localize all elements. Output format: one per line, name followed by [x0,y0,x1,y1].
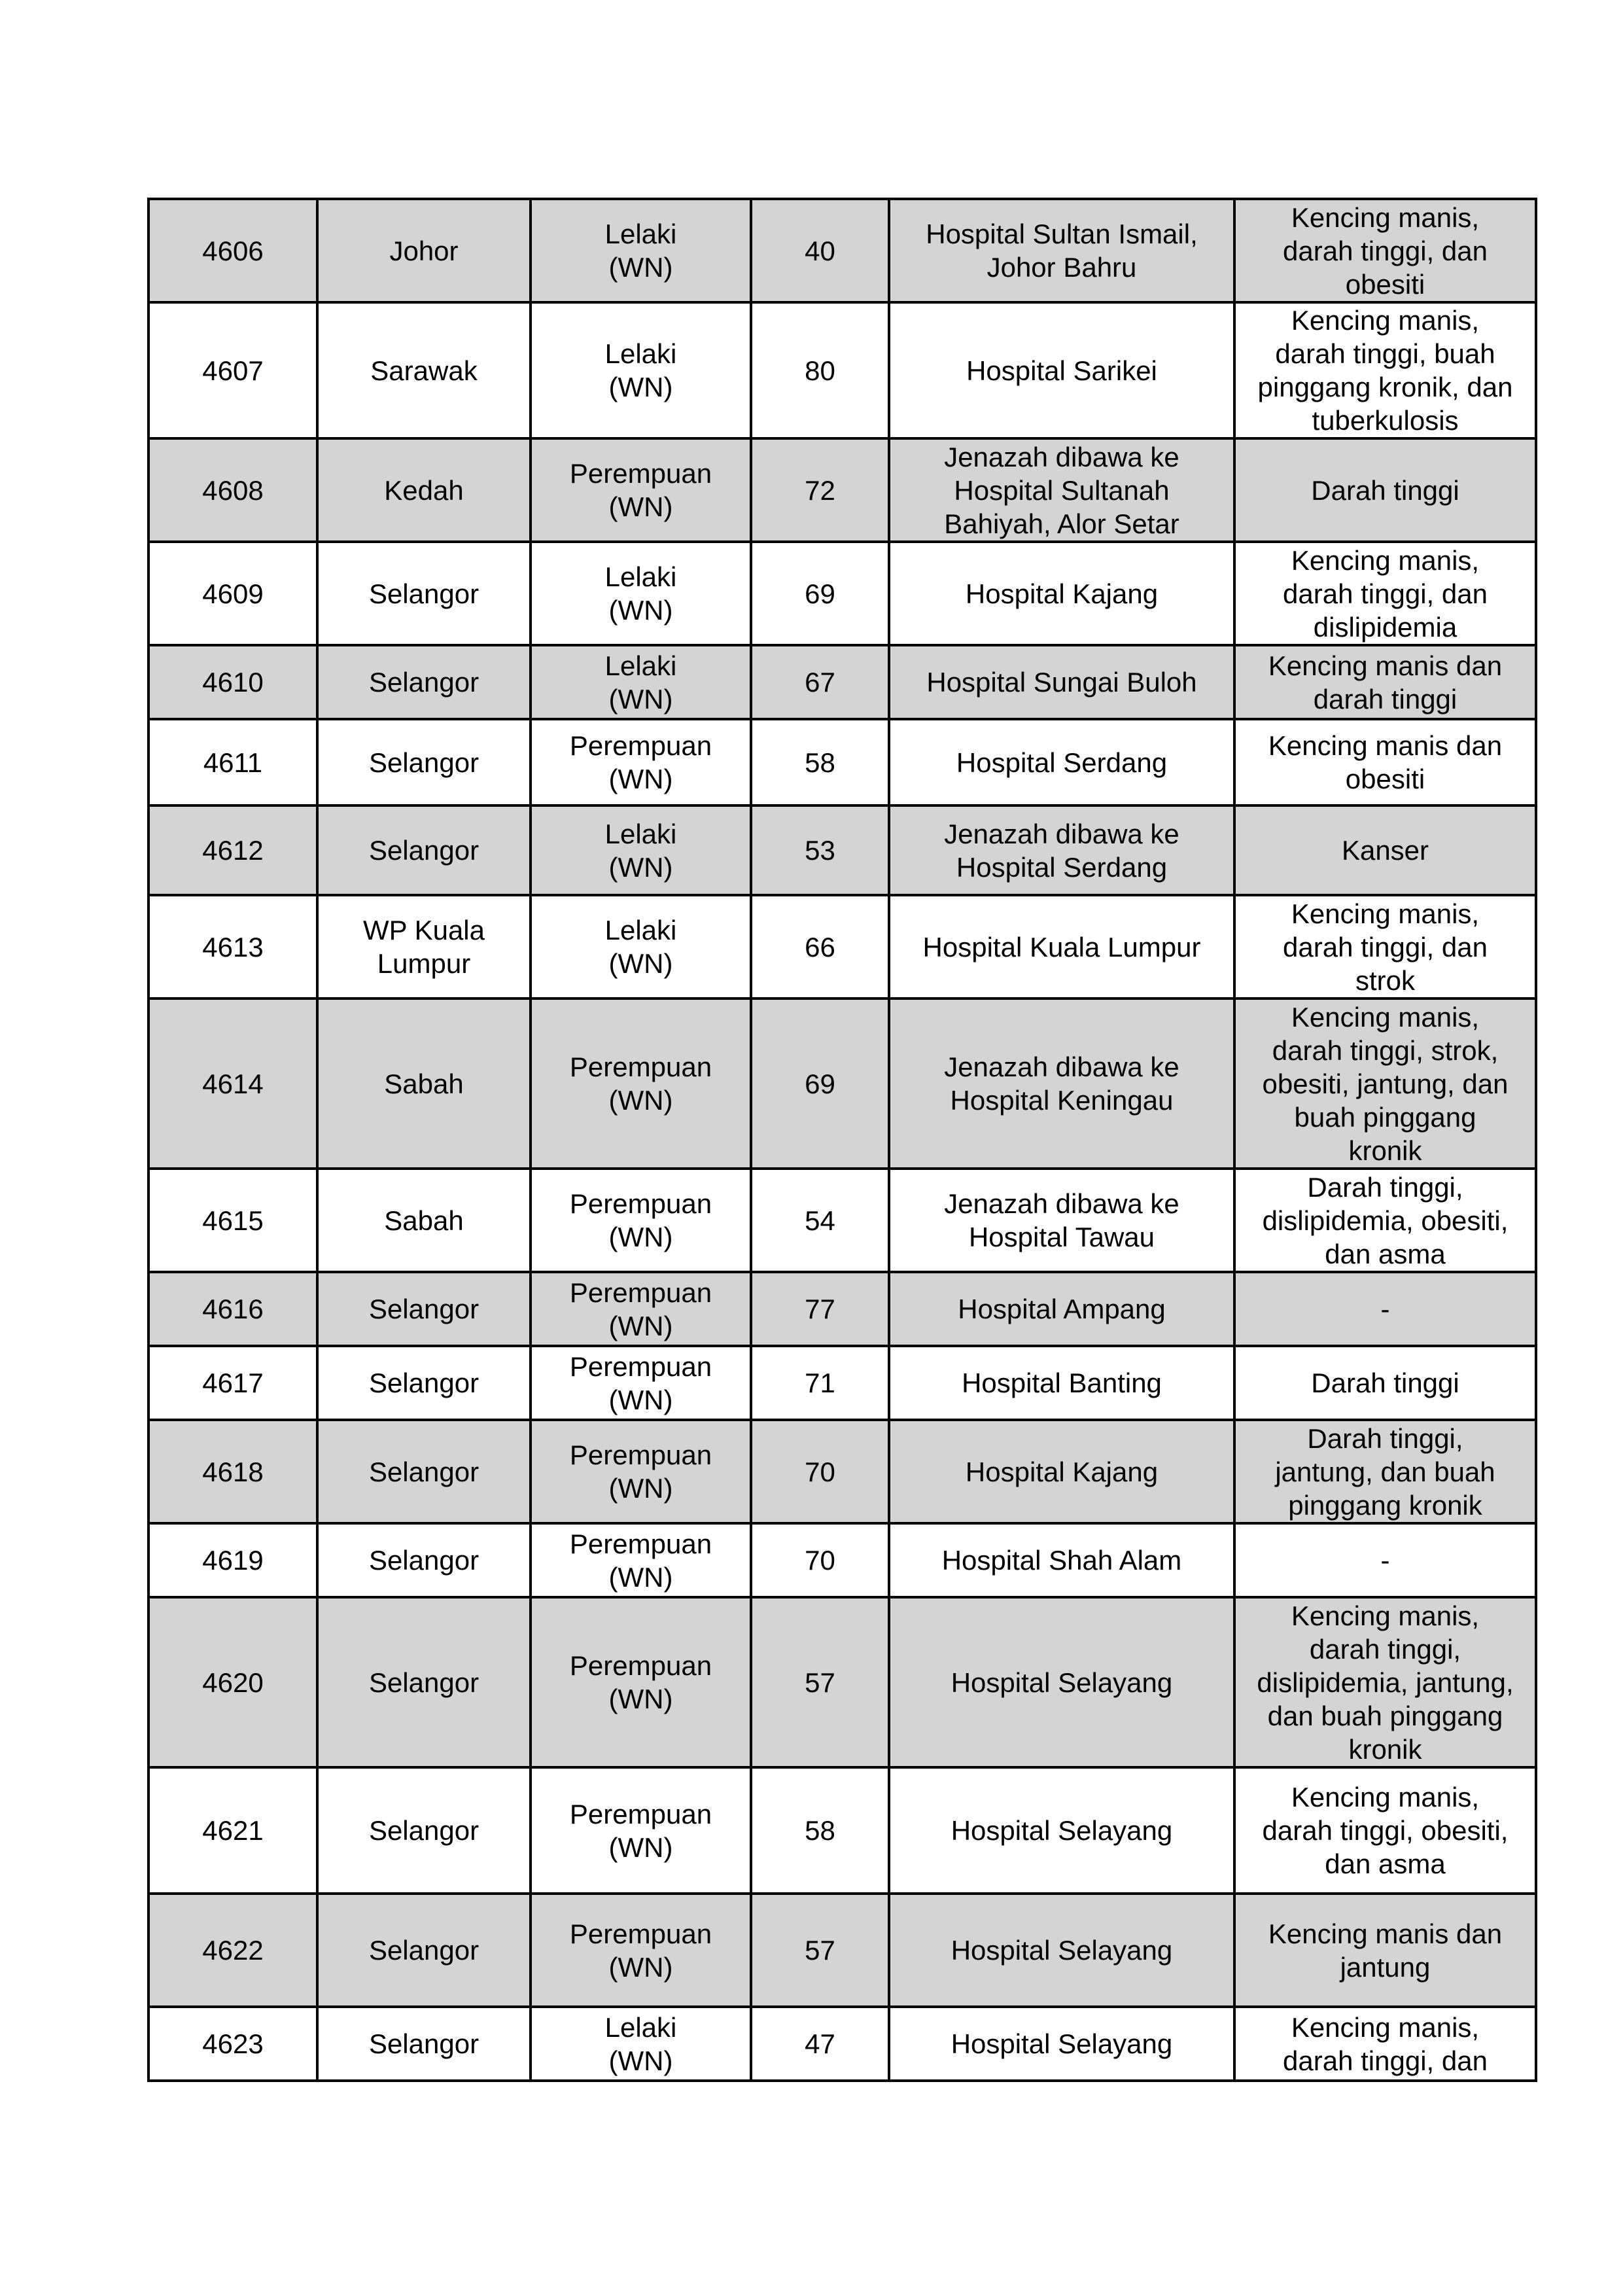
gender-cell: Perempuan (WN) [531,1272,751,1346]
comorbidity-cell: Kencing manis, darah tinggi, dan strok [1234,895,1536,998]
gender-cell: Perempuan (WN) [531,438,751,542]
gender-cell: Lelaki (WN) [531,302,751,438]
age-cell: 54 [751,1169,889,1272]
gender-cell: Lelaki (WN) [531,895,751,998]
age-cell: 69 [751,542,889,645]
state-cell: Selangor [317,1894,531,2007]
gender-cell: Lelaki (WN) [531,199,751,302]
case-number-cell: 4612 [148,805,317,895]
age-cell: 58 [751,1767,889,1894]
case-number-cell: 4619 [148,1523,317,1597]
comorbidity-cell: Kanser [1234,805,1536,895]
state-cell: Sabah [317,1169,531,1272]
gender-cell: Perempuan (WN) [531,1420,751,1523]
age-cell: 72 [751,438,889,542]
comorbidity-cell: Kencing manis, darah tinggi, dan obesiti [1234,199,1536,302]
table-row [148,542,1536,645]
location-cell: Jenazah dibawa ke Hospital Serdang [889,805,1234,895]
comorbidity-cell: Kencing manis, darah tinggi, obesiti, dan asma [1234,1767,1536,1894]
gender-cell: Perempuan (WN) [531,1169,751,1272]
case-number-cell: 4606 [148,199,317,302]
gender-cell: Lelaki (WN) [531,542,751,645]
age-cell: 80 [751,302,889,438]
table-row [148,719,1536,805]
gender-cell: Lelaki (WN) [531,805,751,895]
comorbidity-cell: Kencing manis dan jantung [1234,1894,1536,2007]
table-row [148,1346,1536,1420]
state-cell: Selangor [317,805,531,895]
age-cell: 70 [751,1420,889,1523]
comorbidity-cell: - [1234,1272,1536,1346]
location-cell: Hospital Kuala Lumpur [889,895,1234,998]
location-cell: Hospital Sungai Buloh [889,645,1234,719]
comorbidity-cell: Darah tinggi, jantung, dan buah pinggang kronik [1234,1420,1536,1523]
age-cell: 58 [751,719,889,805]
case-number-cell: 4608 [148,438,317,542]
gender-cell: Perempuan (WN) [531,998,751,1169]
case-number-cell: 4621 [148,1767,317,1894]
age-cell: 71 [751,1346,889,1420]
location-cell: Jenazah dibawa ke Hospital Keningau [889,998,1234,1169]
state-cell: Selangor [317,1346,531,1420]
location-cell: Hospital Selayang [889,2007,1234,2081]
case-number-cell: 4615 [148,1169,317,1272]
state-cell: Selangor [317,719,531,805]
case-number-cell: 4620 [148,1597,317,1767]
table-row [148,2007,1536,2081]
gender-cell: Perempuan (WN) [531,1767,751,1894]
table-row [148,1420,1536,1523]
gender-cell: Perempuan (WN) [531,1894,751,2007]
gender-cell: Perempuan (WN) [531,719,751,805]
state-cell: Selangor [317,1523,531,1597]
gender-cell: Perempuan (WN) [531,1597,751,1767]
location-cell: Hospital Kajang [889,1420,1234,1523]
table-row [148,302,1536,438]
comorbidity-cell: Kencing manis, darah tinggi, dan dislipidemia [1234,542,1536,645]
comorbidity-cell: Kencing manis, darah tinggi, strok, obesiti, jantung, dan buah pinggang kronik [1234,998,1536,1169]
location-cell: Hospital Sultan Ismail, Johor Bahru [889,199,1234,302]
case-number-cell: 4613 [148,895,317,998]
state-cell: Selangor [317,1272,531,1346]
case-number-cell: 4609 [148,542,317,645]
age-cell: 47 [751,2007,889,2081]
location-cell: Hospital Shah Alam [889,1523,1234,1597]
gender-cell: Perempuan (WN) [531,1523,751,1597]
case-number-cell: 4622 [148,1894,317,2007]
case-number-cell: 4617 [148,1346,317,1420]
age-cell: 67 [751,645,889,719]
comorbidity-cell: Kencing manis, darah tinggi, buah pinggang kronik, dan tuberkulosis [1234,302,1536,438]
case-number-cell: 4616 [148,1272,317,1346]
state-cell: Selangor [317,2007,531,2081]
age-cell: 70 [751,1523,889,1597]
state-cell: Selangor [317,1767,531,1894]
comorbidity-cell: Kencing manis, darah tinggi, dan [1234,2007,1536,2081]
case-number-cell: 4623 [148,2007,317,2081]
location-cell: Hospital Serdang [889,719,1234,805]
table-row [148,1894,1536,2007]
table-row [148,1767,1536,1894]
state-cell: Sarawak [317,302,531,438]
comorbidity-cell: Darah tinggi [1234,438,1536,542]
age-cell: 57 [751,1597,889,1767]
comorbidity-cell: Kencing manis dan obesiti [1234,719,1536,805]
state-cell: Selangor [317,542,531,645]
case-number-cell: 4610 [148,645,317,719]
deaths-table [147,198,1537,2082]
location-cell: Hospital Ampang [889,1272,1234,1346]
table-row [148,645,1536,719]
table-row [148,805,1536,895]
location-cell: Jenazah dibawa ke Hospital Sultanah Bahiyah, Alor Setar [889,438,1234,542]
location-cell: Hospital Sarikei [889,302,1234,438]
state-cell: WP Kuala Lumpur [317,895,531,998]
case-number-cell: 4611 [148,719,317,805]
comorbidity-cell: Darah tinggi, dislipidemia, obesiti, dan asma [1234,1169,1536,1272]
state-cell: Kedah [317,438,531,542]
location-cell: Hospital Selayang [889,1767,1234,1894]
case-number-cell: 4618 [148,1420,317,1523]
table-row [148,1169,1536,1272]
gender-cell: Perempuan (WN) [531,1346,751,1420]
location-cell: Hospital Selayang [889,1894,1234,2007]
table-row [148,438,1536,542]
location-cell: Hospital Selayang [889,1597,1234,1767]
table-body [148,199,1536,2081]
table-row [148,998,1536,1169]
age-cell: 40 [751,199,889,302]
age-cell: 57 [751,1894,889,2007]
table-row [148,1597,1536,1767]
state-cell: Johor [317,199,531,302]
location-cell: Jenazah dibawa ke Hospital Tawau [889,1169,1234,1272]
comorbidity-cell: Darah tinggi [1234,1346,1536,1420]
age-cell: 69 [751,998,889,1169]
state-cell: Selangor [317,1597,531,1767]
age-cell: 66 [751,895,889,998]
comorbidity-cell: - [1234,1523,1536,1597]
age-cell: 77 [751,1272,889,1346]
table-row [148,1272,1536,1346]
case-number-cell: 4614 [148,998,317,1169]
table-row [148,199,1536,302]
state-cell: Selangor [317,1420,531,1523]
location-cell: Hospital Banting [889,1346,1234,1420]
case-number-cell: 4607 [148,302,317,438]
age-cell: 53 [751,805,889,895]
table-row [148,1523,1536,1597]
table-row [148,895,1536,998]
location-cell: Hospital Kajang [889,542,1234,645]
comorbidity-cell: Kencing manis dan darah tinggi [1234,645,1536,719]
state-cell: Sabah [317,998,531,1169]
state-cell: Selangor [317,645,531,719]
comorbidity-cell: Kencing manis, darah tinggi, dislipidemia, jantung, dan buah pinggang kronik [1234,1597,1536,1767]
gender-cell: Lelaki (WN) [531,645,751,719]
gender-cell: Lelaki (WN) [531,2007,751,2081]
